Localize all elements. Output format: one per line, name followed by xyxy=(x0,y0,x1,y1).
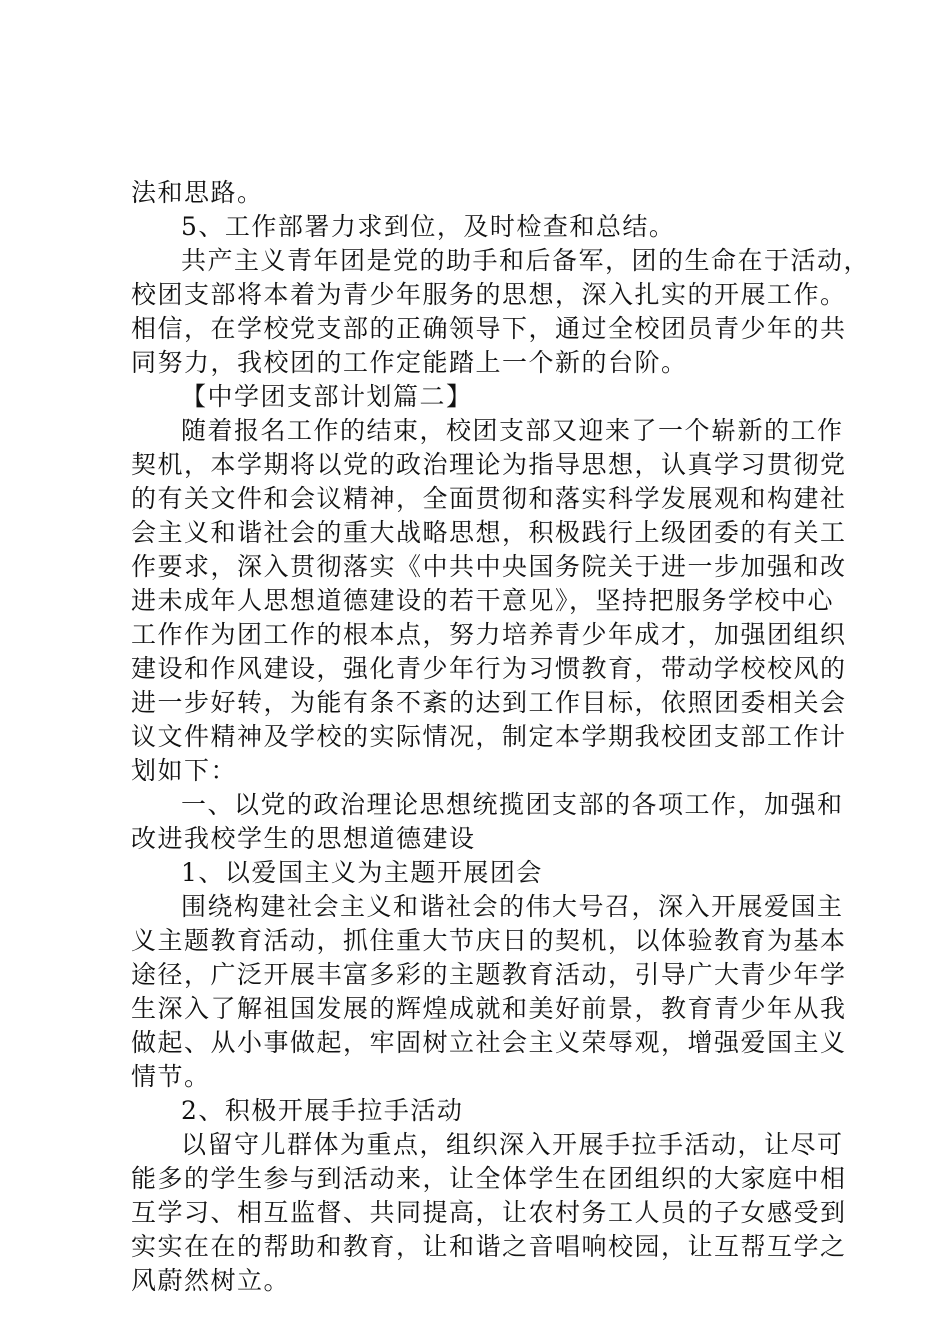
text-line: 进一步好转，为能有条不紊的达到工作目标，依照团委相关会 xyxy=(131,688,847,717)
text-line: 生深入了解祖国发展的辉煌成就和美好前景，教育青少年从我 xyxy=(131,994,847,1023)
text-line: 5、工作部署力求到位，及时检查和总结。 xyxy=(181,212,676,241)
text-line: 建设和作风建设，强化青少年行为习惯教育，带动学校校风的 xyxy=(131,654,847,683)
text-line: 划如下： xyxy=(131,756,238,785)
text-line: 进未成年人思想道德建设的若干意见》，坚持把服务学校中心 xyxy=(131,586,835,615)
text-line: 随着报名工作的结束，校团支部又迎来了一个崭新的工作 xyxy=(181,416,844,445)
text-line: 义主题教育活动，抓住重大节庆日的契机，以体验教育为基本 xyxy=(131,926,847,955)
section-heading: 【中学团支部计划篇二】 xyxy=(181,382,473,411)
text-line: 实实在在的帮助和教育，让和谐之音唱响校园，让互帮互学之 xyxy=(131,1232,847,1261)
text-line: 改进我校学生的思想道德建设 xyxy=(131,824,476,853)
text-line: 的有关文件和会议精神，全面贯彻和落实科学发展观和构建社 xyxy=(131,484,847,513)
text-line: 法和思路。 xyxy=(131,178,264,207)
text-line: 校团支部将本着为青少年服务的思想，深入扎实的开展工作。 xyxy=(131,280,847,309)
text-line: 途径，广泛开展丰富多彩的主题教育活动，引导广大青少年学 xyxy=(131,960,847,989)
text-line: 互学习、相互监督、共同提高，让农村务工人员的子女感受到 xyxy=(131,1198,847,1227)
text-line: 同努力，我校团的工作定能踏上一个新的台阶。 xyxy=(131,348,688,377)
text-line: 作要求，深入贯彻落实《中共中央国务院关于进一步加强和改 xyxy=(131,552,847,581)
text-line: 2、积极开展手拉手活动 xyxy=(181,1096,464,1125)
text-line: 1、以爱国主义为主题开展团会 xyxy=(181,858,543,887)
text-line: 能多的学生参与到活动来，让全体学生在团组织的大家庭中相 xyxy=(131,1164,847,1193)
text-line: 风蔚然树立。 xyxy=(131,1266,291,1295)
text-line: 做起、从小事做起，牢固树立社会主义荣辱观，增强爱国主义 xyxy=(131,1028,847,1057)
text-line: 会主义和谐社会的重大战略思想，积极践行上级团委的有关工 xyxy=(131,518,847,547)
text-line: 一、以党的政治理论思想统揽团支部的各项工作，加强和 xyxy=(181,790,844,819)
text-line: 相信，在学校党支部的正确领导下，通过全校团员青少年的共 xyxy=(131,314,847,343)
text-line: 契机，本学期将以党的政治理论为指导思想，认真学习贯彻党 xyxy=(131,450,847,479)
text-line: 以留守儿群体为重点，组织深入开展手拉手活动，让尽可 xyxy=(181,1130,844,1159)
text-line: 情节。 xyxy=(131,1062,211,1091)
text-line: 议文件精神及学校的实际情况，制定本学期我校团支部工作计 xyxy=(131,722,847,751)
text-line: 围绕构建社会主义和谐社会的伟大号召，深入开展爱国主 xyxy=(181,892,844,921)
text-line: 工作作为团工作的根本点，努力培养青少年成才，加强团组织 xyxy=(131,620,847,649)
text-line: 共产主义青年团是党的助手和后备军，团的生命在于活动， xyxy=(181,246,871,275)
